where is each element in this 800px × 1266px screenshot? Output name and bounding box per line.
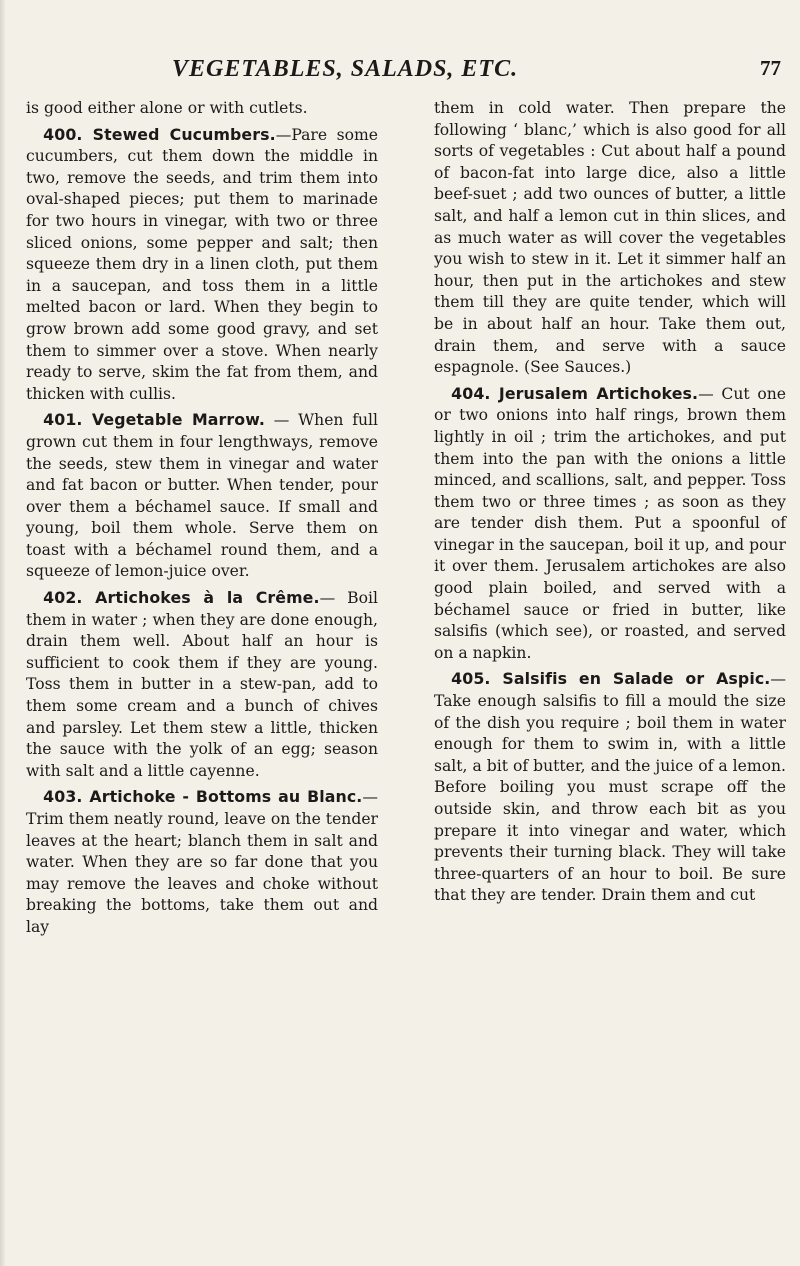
recipe-text: — When full grown cut them in four lengthways, remove the seeds, stew them in vinegar and water and fat bacon or butter. When tender, pour over them a béchamel sauce. If small and young, boil them whole. Serve them on toast with a béchamel round them, and a squeeze of lemon-juice over. xyxy=(26,411,378,581)
paragraph-continuation xyxy=(26,98,378,120)
page-number: 77 xyxy=(760,56,781,80)
recipe-403 xyxy=(26,786,378,938)
page-binding-edge xyxy=(0,0,6,1266)
right-column xyxy=(434,98,786,911)
recipe-title: 405. Salsifis en Salade or Aspic. xyxy=(451,669,771,689)
recipe-text: —Pare some cucumbers, cut them down the middle in two, remove the seeds, and trim them into oval-shaped pieces; put them to marinade for two hours in vinegar, with two or three sliced onions, some pepper and salt; then squeeze them dry in a linen cloth, put them in a saucepan, and toss them in a little melted bacon or lard. When they begin to grow brown add some good gravy, and set them to simmer over a stove. When nearly ready to serve, skim the fat from them, and thicken with cullis. xyxy=(26,125,378,403)
running-head: VEGETABLES, SALADS, ETC. xyxy=(172,56,519,82)
recipe-title: 401. Vegetable Marrow. xyxy=(43,410,266,430)
recipe-title: 404. Jerusalem Artichokes. xyxy=(451,383,699,403)
paragraph-text: is good either alone or with cutlets. xyxy=(26,99,308,117)
recipe-400 xyxy=(26,124,378,406)
recipe-text: —Take enough salsifis to fill a mould the size of the dish you require ; boil them in water enough for them to swim in, with a little salt, a bit of butter, and the juice of a lemon. Before boiling you must scrape off the outside skin, and throw each bit as you prepare it into vinegar and water, which prevents their turning black. They will take three-quarters of an hour to boil. Be sure that they are tender. Drain them and cut xyxy=(434,670,786,905)
recipe-text: — Cut one or two onions into half rings, brown them lightly in oil ; trim the artichokes, and put them into the pan with the onions a little minced, and scallions, salt, and pepper. Toss them two or three times ; as soon as they are tender dish them. Put a spoonful of vinegar in the saucepan, boil it up, and pour it over them. Jerusalem artichokes are also good plain boiled, and served with a béchamel sauce or fried in butter, like salsifis (which see), or roasted, and served on a napkin. xyxy=(434,384,786,662)
recipe-404 xyxy=(434,383,786,665)
recipe-text: —Trim them neatly round, leave on the tender leaves at the heart; blanch them in salt and water. When they are so far done that you may remove the leaves and choke without breaking the bottoms, take them out and lay xyxy=(26,788,378,936)
paragraph-text: them in cold water. Then prepare the following ‘ blanc,’ which is also good for all sorts of vegetables : Cut about half a pound of bacon-fat into large dice, also a little beef-suet ; add two ounces of butter, a little salt, and half a lemon cut in thin slices, and as much water as will cover the vegetables you wish to stew in it. Let it simmer half an hour, then put in the artichokes and stew them till they are quite tender, which will be in about half an hour. Take them out, drain them, and serve with a sauce espagnole. (See Sauces.) xyxy=(434,99,786,377)
recipe-title: 402. Artichokes à la Crême. xyxy=(43,588,320,608)
paragraph-continuation xyxy=(434,98,786,379)
recipe-401 xyxy=(26,409,378,583)
recipe-title: 403. Artichoke - Bottoms au Blanc. xyxy=(43,787,363,807)
recipe-title: 400. Stewed Cucumbers. xyxy=(43,124,276,144)
recipe-text: — Boil them in water ; when they are done enough, drain them well. About half an hour is sufficient to cook them if they are young. Toss them in butter in a stew-pan, add to them some cream and a bunch of chives and parsley. Let them stew a little, thicken the sauce with the yolk of an egg; season with salt and a little cayenne. xyxy=(26,589,378,780)
recipe-402 xyxy=(26,587,378,782)
left-column xyxy=(26,98,378,943)
recipe-405 xyxy=(434,668,786,907)
